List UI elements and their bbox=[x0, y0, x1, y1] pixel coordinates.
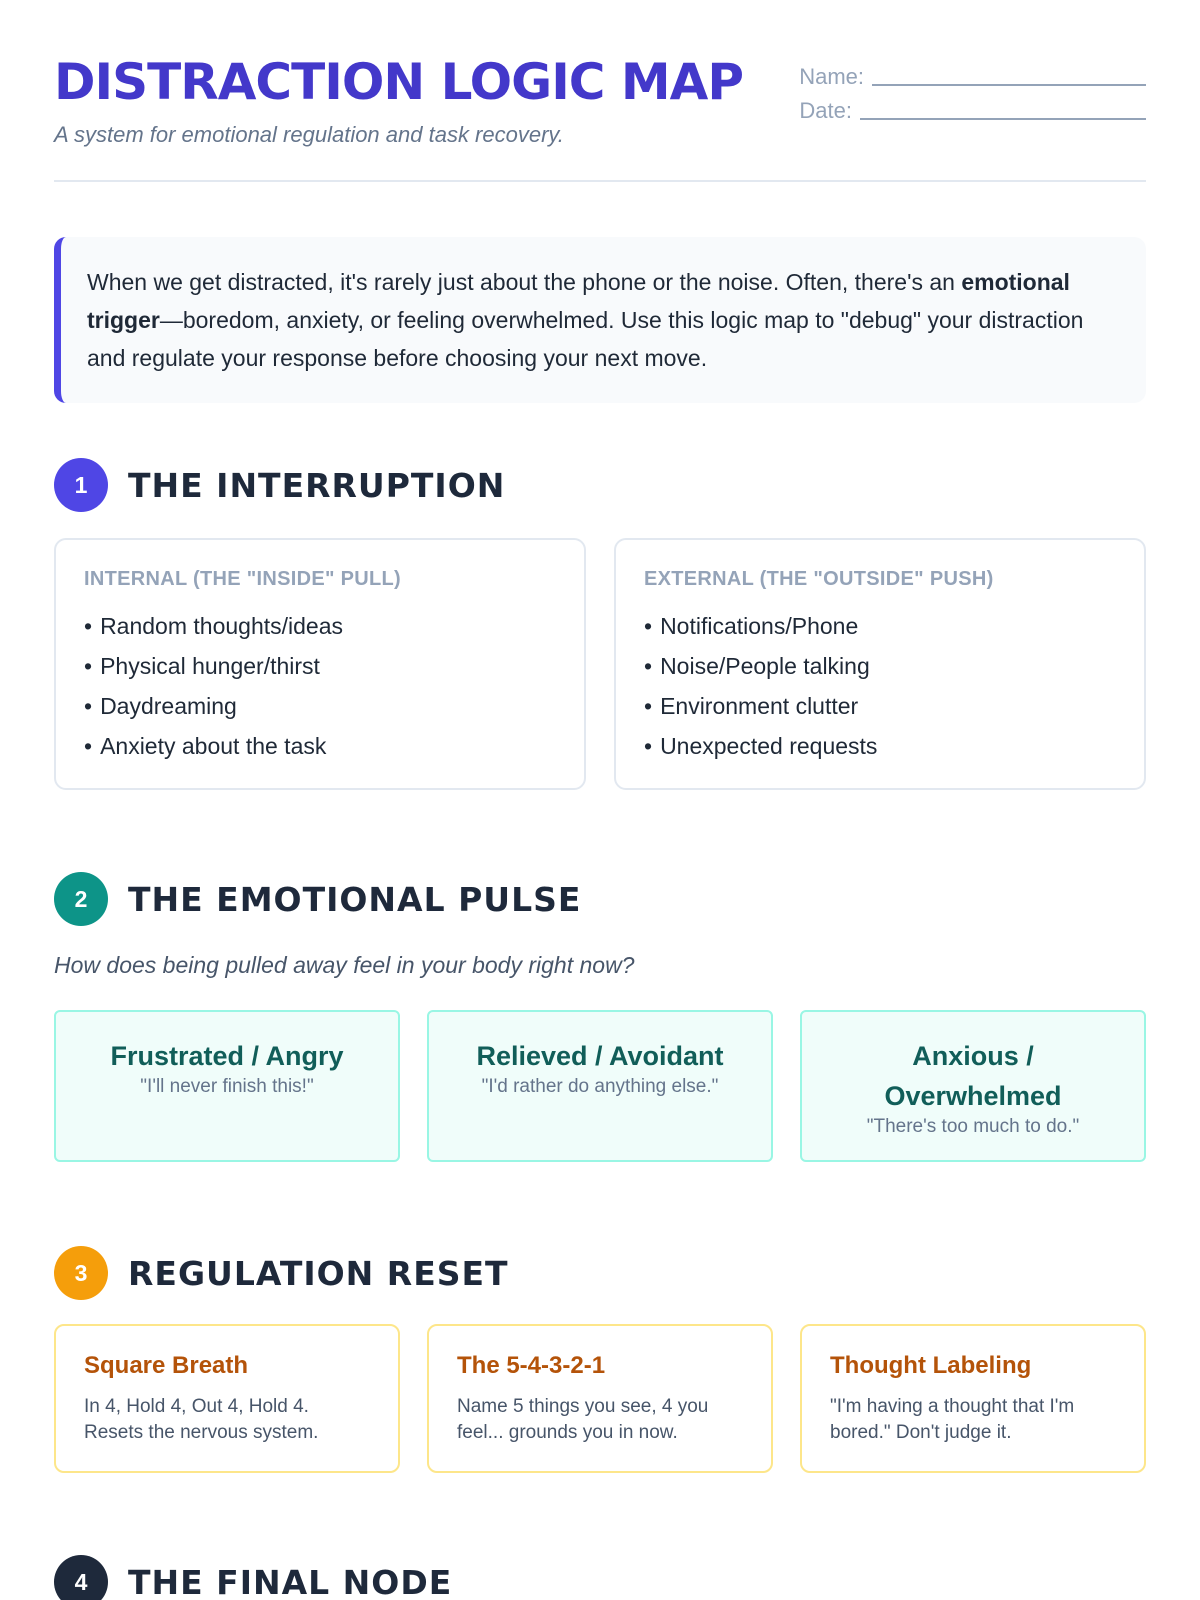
reset-card-description: Name 5 things you see, 4 you feel... grounds you in now. bbox=[457, 1396, 709, 1443]
emotion-card-title: Relieved / Avoidant bbox=[476, 1041, 724, 1071]
intro-text-after: —boredom, anxiety, or feeling overwhelmed. Use this logic map to "debug" your distraction and regulate your response before choosing your next move. bbox=[87, 307, 1084, 371]
reset-card-title: Square Breath bbox=[84, 1352, 249, 1379]
emotion-card-frustrated[interactable] bbox=[54, 1010, 400, 1162]
worksheet-page bbox=[54, 0, 1146, 1600]
section-1-number-badge: 1 bbox=[54, 458, 108, 512]
list-item: • Environment clutter bbox=[644, 686, 877, 726]
intro-bold-text: emotional trigger bbox=[87, 269, 1070, 333]
emotion-card-anxious[interactable] bbox=[800, 1010, 1146, 1162]
section-2-heading bbox=[54, 872, 581, 926]
emotion-card-title: Anxious / Overwhelmed bbox=[884, 1041, 1062, 1111]
external-caption: EXTERNAL (THE "OUTSIDE" PUSH) bbox=[644, 568, 994, 590]
date-line[interactable] bbox=[860, 96, 1146, 120]
emotion-card-quote: "I'll never finish this!" bbox=[140, 1076, 314, 1097]
reset-card-description: In 4, Hold 4, Out 4, Hold 4. Resets the nervous system. bbox=[84, 1396, 319, 1443]
reset-card-thought-labeling[interactable] bbox=[800, 1324, 1146, 1473]
page-title: DISTRACTION LOGIC MAP bbox=[54, 53, 744, 111]
section-4-heading bbox=[54, 1555, 452, 1600]
reset-card-title: The 5-4-3-2-1 bbox=[457, 1352, 606, 1379]
emotion-card-quote: "I'd rather do anything else." bbox=[481, 1076, 719, 1097]
reset-card-grounding[interactable] bbox=[427, 1324, 773, 1473]
list-item: • Notifications/Phone bbox=[644, 606, 877, 646]
list-item: • Unexpected requests bbox=[644, 726, 877, 766]
section-3-title: REGULATION RESET bbox=[128, 1253, 509, 1293]
emotional-pulse-prompt: How does being pulled away feel in your body right now? bbox=[54, 952, 635, 978]
date-label: Date: bbox=[799, 98, 852, 123]
reset-card-description: "I'm having a thought that I'm bored." Don't judge it. bbox=[830, 1396, 1075, 1443]
name-date-fields bbox=[776, 56, 1146, 124]
section-3-heading bbox=[54, 1246, 509, 1300]
date-field[interactable] bbox=[776, 90, 1146, 124]
emotion-card-quote: "There's too much to do." bbox=[866, 1116, 1080, 1137]
external-distractions-box bbox=[614, 538, 1146, 790]
external-list bbox=[644, 606, 877, 766]
intro-text-before: When we get distracted, it's rarely just about the phone or the noise. Often, there's an bbox=[87, 269, 962, 295]
list-item: • Anxiety about the task bbox=[84, 726, 343, 766]
internal-caption: INTERNAL (THE "INSIDE" PULL) bbox=[84, 568, 401, 590]
intro-callout bbox=[54, 237, 1146, 403]
internal-list bbox=[84, 606, 343, 766]
list-item: • Random thoughts/ideas bbox=[84, 606, 343, 646]
reset-card-title: Thought Labeling bbox=[830, 1352, 1032, 1379]
emotion-card-title: Frustrated / Angry bbox=[110, 1041, 344, 1071]
page-subtitle: A system for emotional regulation and task recovery. bbox=[54, 122, 564, 147]
name-line[interactable] bbox=[872, 62, 1146, 86]
section-1-heading bbox=[54, 458, 505, 512]
name-label: Name: bbox=[799, 64, 864, 89]
name-field[interactable] bbox=[776, 56, 1146, 90]
section-1-title: THE INTERRUPTION bbox=[128, 465, 506, 505]
section-3-number-badge: 3 bbox=[54, 1246, 108, 1300]
section-4-title: THE FINAL NODE bbox=[128, 1562, 453, 1600]
header bbox=[54, 52, 1146, 182]
section-2-title: THE EMOTIONAL PULSE bbox=[128, 879, 582, 919]
section-4-number-badge: 4 bbox=[54, 1555, 108, 1600]
section-2-number-badge: 2 bbox=[54, 872, 108, 926]
emotion-card-relieved[interactable] bbox=[427, 1010, 773, 1162]
list-item: • Physical hunger/thirst bbox=[84, 646, 343, 686]
list-item: • Daydreaming bbox=[84, 686, 343, 726]
internal-distractions-box bbox=[54, 538, 586, 790]
reset-card-square-breath[interactable] bbox=[54, 1324, 400, 1473]
list-item: • Noise/People talking bbox=[644, 646, 877, 686]
